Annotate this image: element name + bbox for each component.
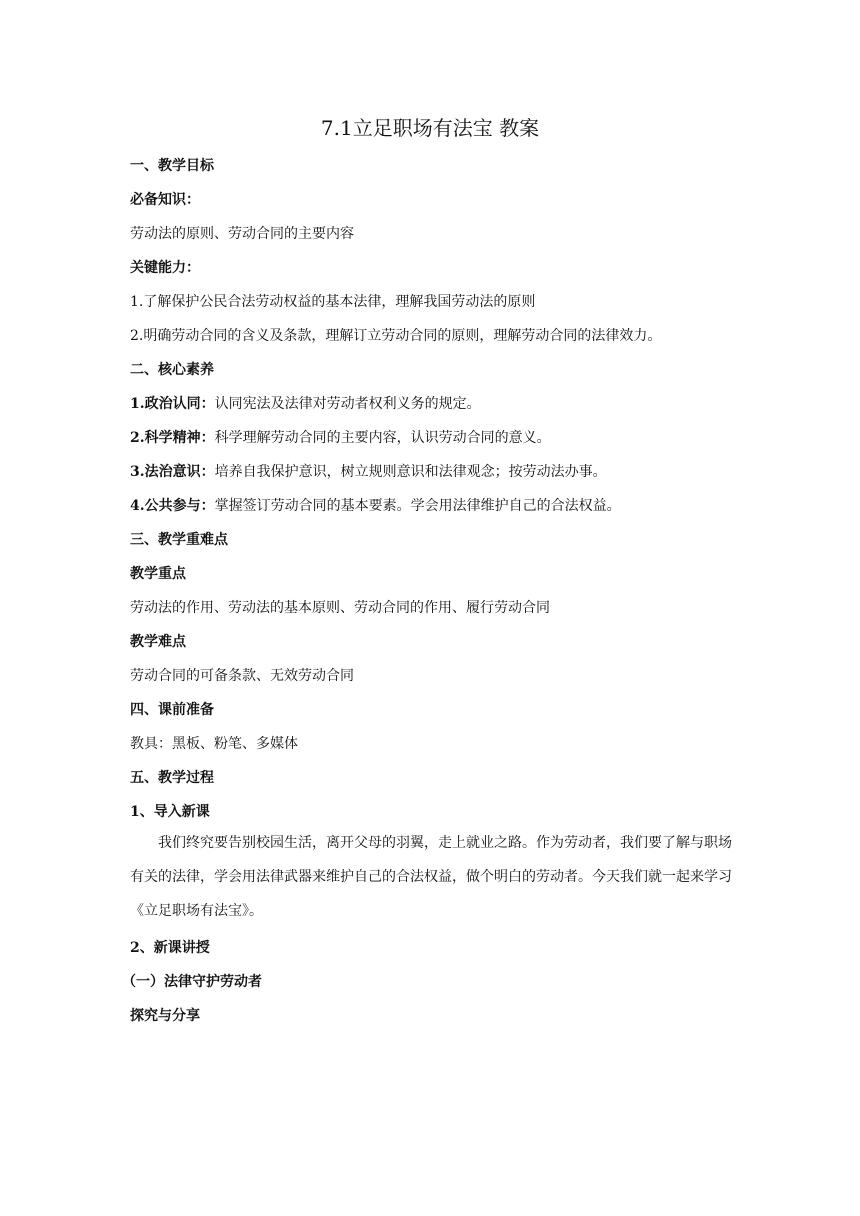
section-heading-preparation: 四、课前准备 — [130, 702, 214, 718]
text-ability-1: 1.了解保护公民合法劳动权益的基本法律，理解我国劳动法的原则 — [130, 294, 536, 310]
subheading-explore-share: 探究与分享 — [130, 1008, 200, 1024]
text-required-knowledge: 劳动法的原则、劳动合同的主要内容 — [130, 226, 354, 242]
text-difficult-points: 劳动合同的可备条款、无效劳动合同 — [130, 668, 354, 684]
literacy-label: 1.政治认同： — [130, 396, 215, 412]
literacy-text: 科学理解劳动合同的主要内容，认识劳动合同的意义。 — [214, 430, 551, 446]
section-heading-process: 五、教学过程 — [130, 770, 214, 786]
literacy-item — [130, 394, 481, 414]
literacy-item — [130, 496, 621, 516]
text-key-points: 劳动法的作用、劳动法的基本原则、劳动合同的作用、履行劳动合同 — [130, 600, 550, 616]
section-heading-key-difficult: 三、教学重难点 — [130, 532, 228, 548]
literacy-text: 掌握签订劳动合同的基本要素。学会用法律维护自己的合法权益。 — [214, 498, 621, 514]
step-heading-intro: 1、导入新课 — [130, 804, 210, 820]
text-tools: 教具：黑板、粉笔、多媒体 — [130, 736, 298, 752]
literacy-text: 认同宪法及法律对劳动者权利义务的规定。 — [214, 396, 481, 412]
subheading-key-ability: 关键能力： — [130, 260, 200, 276]
subheading-required-knowledge: 必备知识： — [130, 192, 200, 208]
subheading-key-points: 教学重点 — [130, 566, 186, 582]
section-heading-objectives: 一、教学目标 — [130, 158, 214, 174]
section-heading-literacy: 二、核心素养 — [130, 362, 214, 378]
intro-paragraph: 我们终究要告别校园生活，离开父母的羽翼，走上就业之路。作为劳动者，我们要了解与职场有关的法律，学会用法律武器来维护自己的合法权益，做个明白的劳动者。今天我们就一起来学习《立足职场有法宝》。 — [130, 835, 732, 919]
literacy-item — [130, 428, 551, 448]
step-heading-new-lesson: 2、新课讲授 — [130, 940, 210, 956]
subheading-difficult-points: 教学难点 — [130, 634, 186, 650]
literacy-label: 2.科学精神： — [130, 430, 215, 446]
text-ability-2: 2.明确劳动合同的含义及条款，理解订立劳动合同的原则，理解劳动合同的法律效力。 — [130, 328, 662, 344]
page-title: 7.1立足职场有法宝 教案 — [320, 116, 540, 140]
subsection-heading-law-protects: （一）法律守护劳动者 — [122, 974, 262, 990]
literacy-text: 培养自我保护意识，树立规则意识和法律观念；按劳动法办事。 — [214, 464, 607, 480]
literacy-label: 4.公共参与： — [130, 498, 215, 514]
literacy-item — [130, 462, 607, 482]
literacy-label: 3.法治意识： — [130, 464, 215, 480]
